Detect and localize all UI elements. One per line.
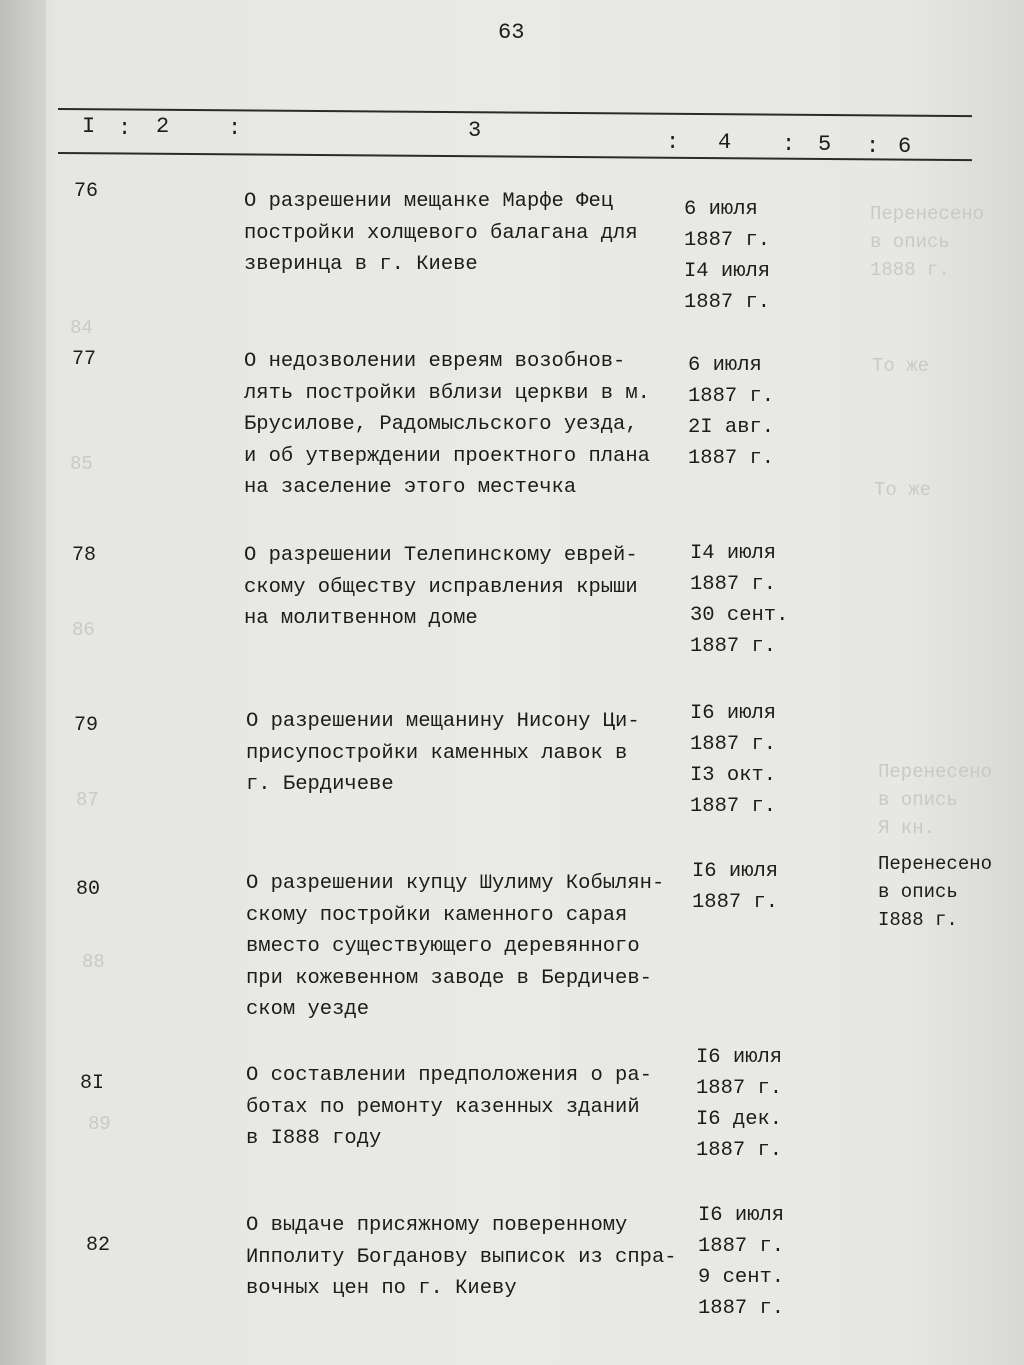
column-header-1: I <box>82 114 96 139</box>
row-note: Перенесено в опись I888 г. <box>878 853 993 931</box>
row-dates: I6 июля 1887 г. I3 окт. 1887 г. <box>690 702 777 818</box>
header-rule-bottom <box>58 152 972 161</box>
column-separator: : <box>866 134 880 159</box>
column-header-5: 5 <box>818 132 832 157</box>
column-header-3: 3 <box>468 118 482 143</box>
row-dates: I6 июля 1887 г. <box>692 860 779 914</box>
row-number: 8I <box>80 1072 105 1095</box>
page-number: 63 <box>498 20 525 45</box>
row-description: О разрешении купцу Шулиму Кобылян- скому постройки каменного сарая вместо существующего деревянного при кожевенном заводе в Бердичев- ском уезде <box>246 872 665 1021</box>
row-number: 80 <box>76 878 101 901</box>
column-separator: : <box>666 130 680 155</box>
column-header-4: 4 <box>718 130 732 155</box>
show-through-num-1: 84 <box>70 317 93 339</box>
row-number: 76 <box>74 180 99 203</box>
row-dates: I4 июля 1887 г. 30 сент. 1887 г. <box>690 542 789 658</box>
show-through-num-4: 87 <box>76 789 99 811</box>
show-through-notes-2: Перенесено в опись Я кн. <box>878 761 993 839</box>
show-through-note-same-2: То же <box>874 479 932 501</box>
show-through-notes: Перенесено в опись 1888 г. <box>870 203 985 281</box>
show-through-note-same-1: То же <box>872 355 930 377</box>
row-dates: I6 июля 1887 г. 9 сент. 1887 г. <box>698 1204 785 1320</box>
row-number: 82 <box>86 1234 111 1257</box>
column-header-6: 6 <box>898 134 912 159</box>
row-dates: 6 июля 1887 г. I4 июля 1887 г. <box>684 198 771 314</box>
row-dates: I6 июля 1887 г. I6 дек. 1887 г. <box>696 1046 783 1162</box>
show-through-num-6: 89 <box>88 1113 111 1135</box>
row-description: О составлении предположения о ра- ботах по ремонту казенных зданий в I888 году <box>246 1064 652 1150</box>
row-number: 77 <box>72 348 97 371</box>
column-header-2: 2 <box>156 114 170 139</box>
row-description: О разрешении мещанину Нисону Ци- присупостройки каменных лавок в г. Бердичеве <box>246 710 640 796</box>
show-through-num-2: 85 <box>70 453 93 475</box>
header-rule-top <box>58 108 972 117</box>
row-description: О разрешении Телепинскому еврей- скому обществу исправления крыши на молитвенном доме <box>244 544 638 630</box>
column-separator: : <box>118 116 132 141</box>
row-description: О недозволении евреям возобнов- лять постройки вблизи церкви в м. Брусилове, Радомысльского уезда, и об утверждении проектного плана на заселение этого местечка <box>244 350 650 499</box>
show-through-num-5: 88 <box>82 951 105 973</box>
row-number: 78 <box>72 544 97 567</box>
column-separator: : <box>782 132 796 157</box>
show-through-num-3: 86 <box>72 619 95 641</box>
row-number: 79 <box>74 714 99 737</box>
book-gutter <box>0 0 46 1365</box>
column-separator: : <box>228 116 242 141</box>
row-dates: 6 июля 1887 г. 2I авг. 1887 г. <box>688 354 775 470</box>
row-description: О разрешении мещанке Марфе Фец постройки холщевого балагана для зверинца в г. Киеве <box>244 190 638 276</box>
row-description: О выдаче присяжному поверенному Ипполиту Богданову выписок из спра- вочных цен по г. Киеву <box>246 1214 677 1300</box>
